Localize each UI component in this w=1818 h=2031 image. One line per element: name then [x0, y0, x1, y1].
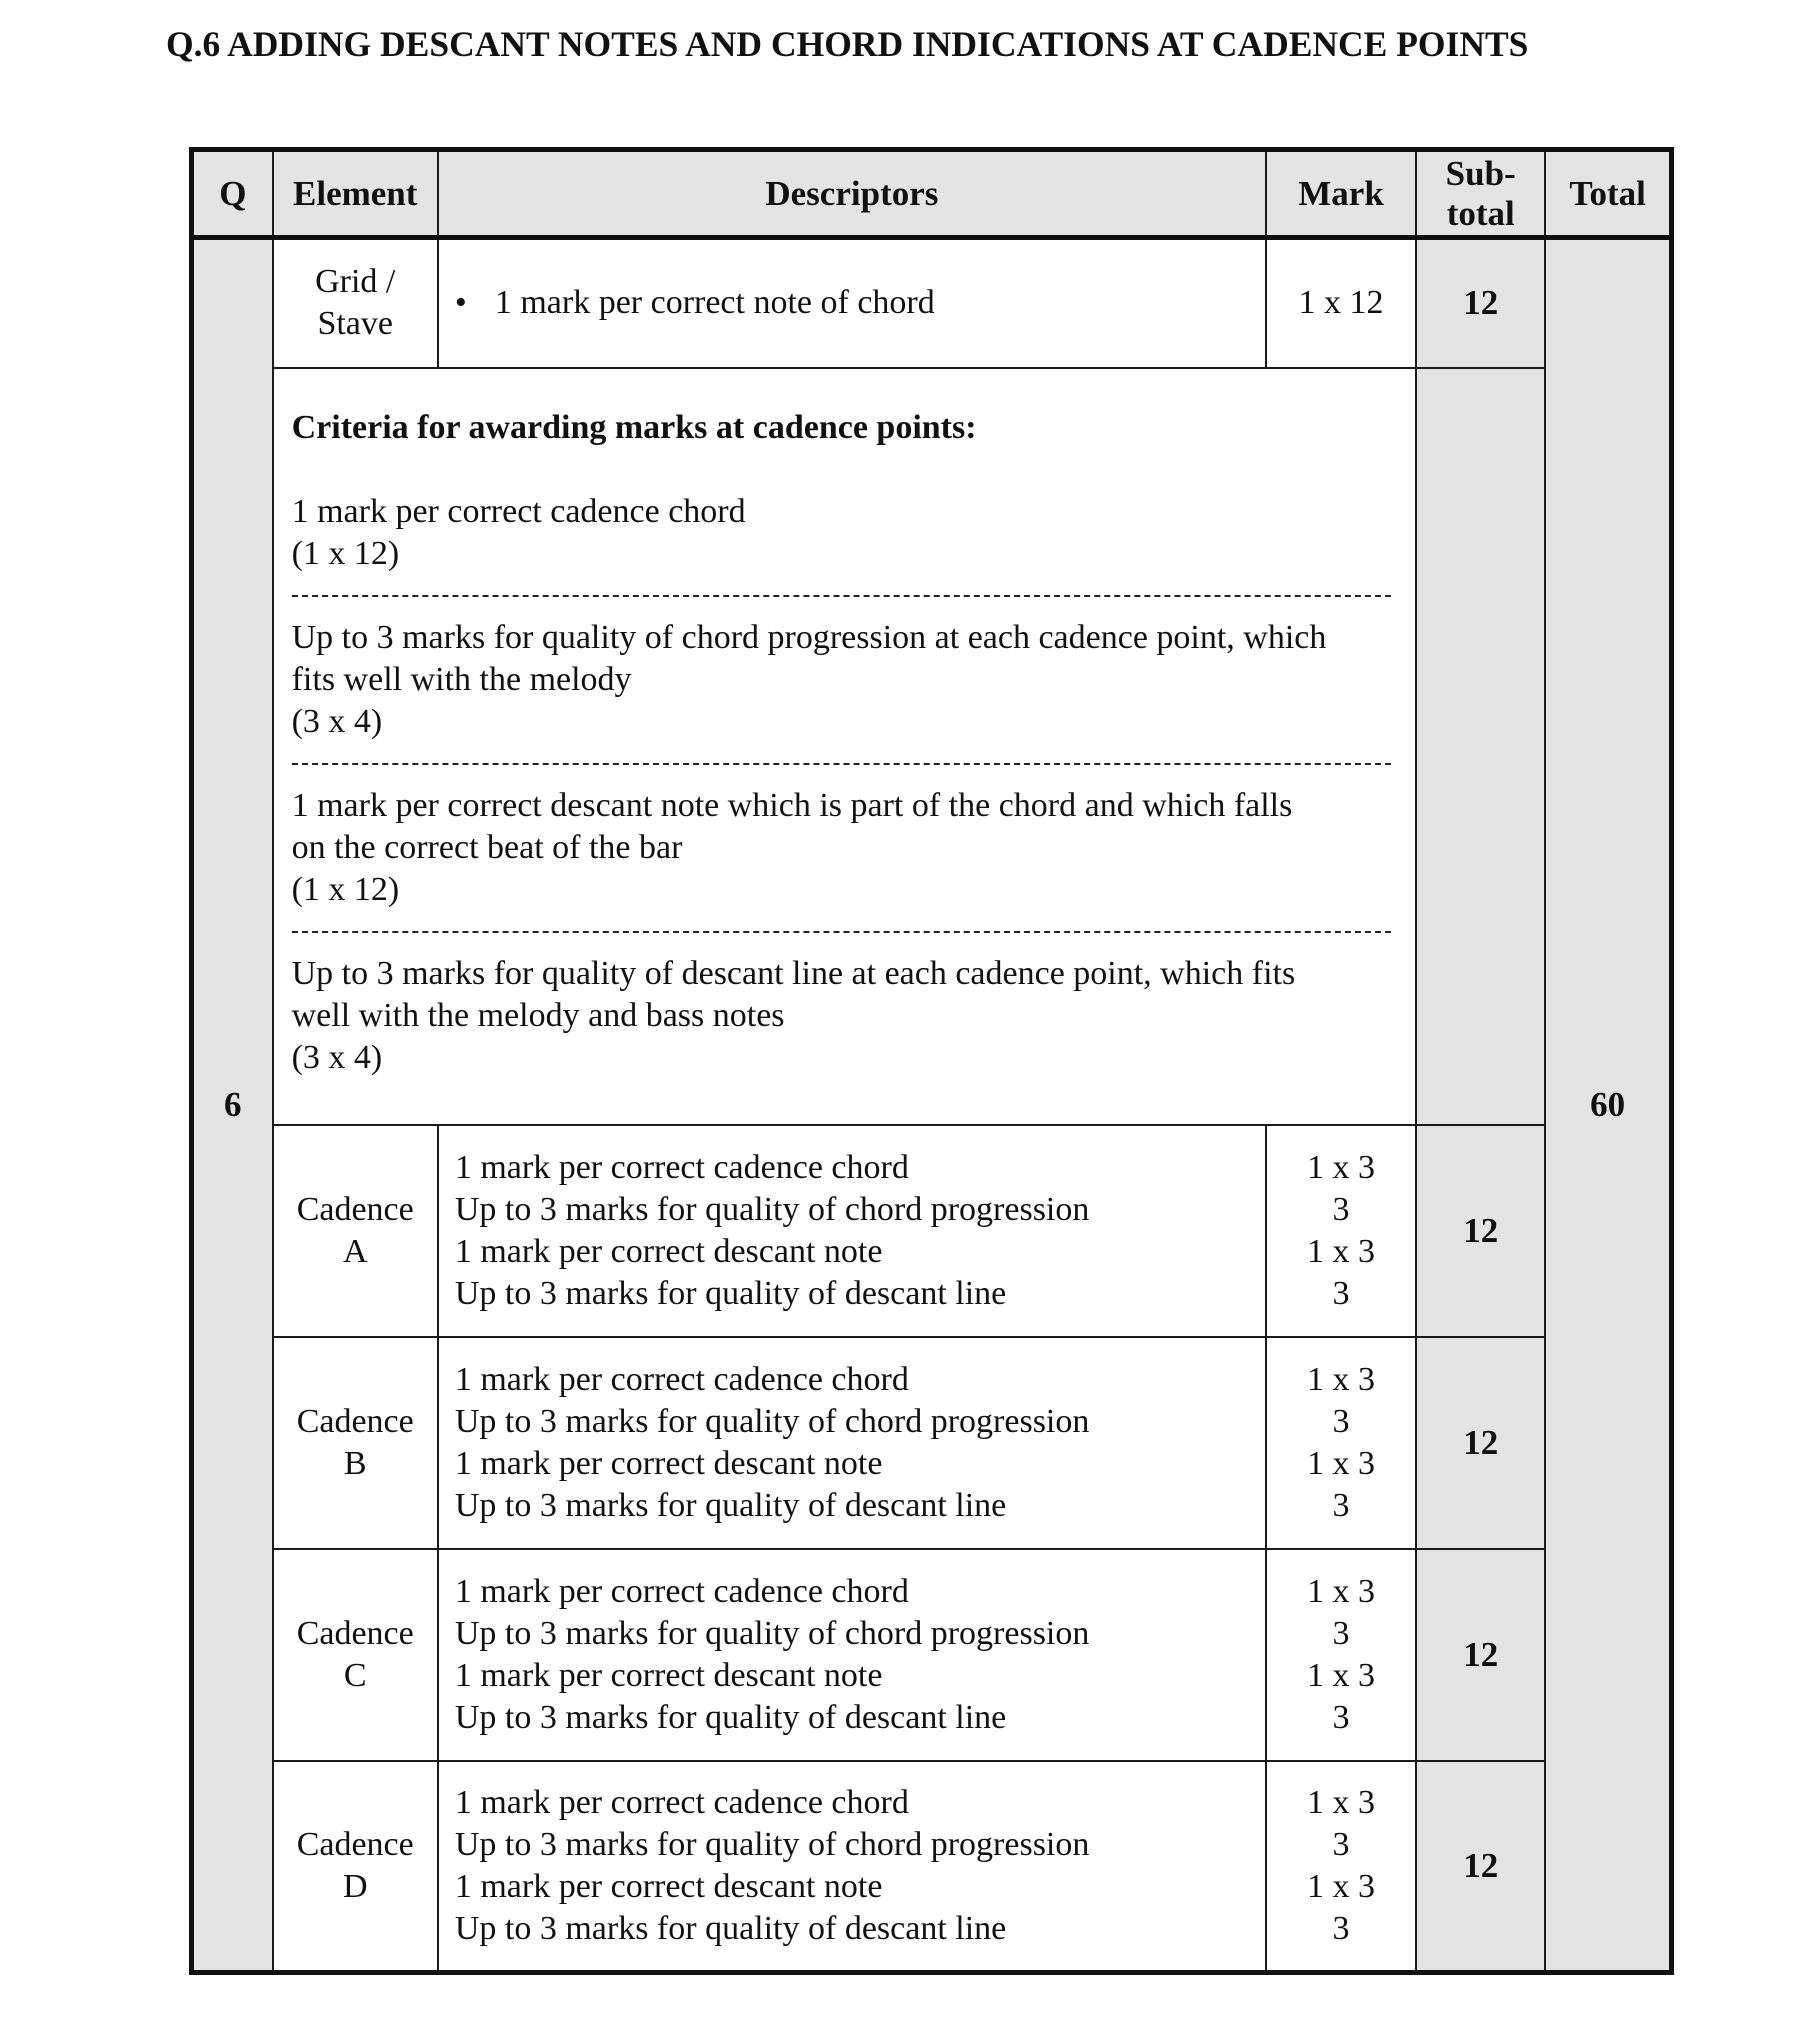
mark-line: 3 [1332, 1274, 1350, 1312]
cadence-c-descriptors [438, 1549, 1266, 1761]
grid-stave-subtotal: 12 [1416, 238, 1545, 368]
grid-stave-descriptor [455, 282, 1265, 324]
criteria-cell [273, 368, 1417, 1125]
criteria-block-1 [292, 491, 1396, 575]
cadence-c-subtotal: 12 [1416, 1549, 1545, 1761]
cadence-letter: A [342, 1232, 368, 1270]
descriptor-line: 1 mark per correct descant note [454, 1232, 883, 1270]
criteria-line: Up to 3 marks for quality of chord progression at each cadence point, which [291, 618, 1327, 656]
descriptor-line: 1 mark per correct cadence chord [454, 1360, 909, 1398]
mark-line: 1 x 3 [1307, 1232, 1376, 1270]
criteria-block-2 [292, 617, 1396, 743]
header-element: Element [273, 150, 438, 238]
descriptor-line: Up to 3 marks for quality of descant line [454, 1486, 1007, 1524]
descriptor-line: 1 mark per correct descant note [454, 1444, 883, 1482]
cadence-label: Cadence [296, 1614, 414, 1652]
cadence-letter: B [343, 1444, 367, 1482]
criteria-line: fits well with the melody [291, 660, 632, 698]
header-q: Q [192, 150, 273, 238]
grid-stave-row [192, 238, 1672, 368]
grid-stave-element-line1: Grid / [315, 263, 396, 301]
descriptor-line: Up to 3 marks for quality of descant line [454, 1909, 1007, 1947]
cadence-a-subtotal: 12 [1416, 1125, 1545, 1337]
mark-line: 3 [1332, 1486, 1350, 1524]
mark-line: 3 [1332, 1825, 1350, 1863]
cadence-b-element [273, 1337, 438, 1549]
cadence-d-descriptors [438, 1761, 1266, 1973]
mark-line: 3 [1332, 1698, 1350, 1736]
criteria-line: Up to 3 marks for quality of descant line at each cadence point, which fits [291, 954, 1296, 992]
marking-scheme-table [189, 147, 1674, 1975]
mark-line: 1 x 3 [1307, 1867, 1376, 1905]
criteria-line: (3 x 4) [291, 1038, 383, 1076]
header-mark: Mark [1266, 150, 1416, 238]
dashed-divider [292, 763, 1392, 765]
total-value: 60 [1545, 238, 1671, 1973]
dashed-divider [292, 931, 1392, 933]
bullet-icon: • [454, 284, 467, 322]
descriptor-line: Up to 3 marks for quality of chord progression [454, 1614, 1090, 1652]
descriptor-line: 1 mark per correct cadence chord [454, 1572, 909, 1610]
cadence-b-subtotal: 12 [1416, 1337, 1545, 1549]
mark-line: 3 [1332, 1909, 1350, 1947]
grid-stave-element [273, 238, 438, 368]
mark-line: 1 x 3 [1307, 1656, 1376, 1694]
header-subtotal [1416, 150, 1545, 238]
cadence-d-element [273, 1761, 438, 1973]
cadence-label: Cadence [296, 1825, 414, 1863]
cadence-a-element [273, 1125, 438, 1337]
cadence-d-marks [1266, 1761, 1416, 1973]
mark-line: 1 x 3 [1307, 1444, 1376, 1482]
cadence-d-subtotal: 12 [1416, 1761, 1545, 1973]
criteria-heading: Criteria for awarding marks at cadence points: [291, 408, 977, 446]
criteria-row [192, 368, 1672, 1125]
question-number: 6 [192, 238, 273, 1973]
header-descriptors: Descriptors [438, 150, 1266, 238]
descriptor-line: 1 mark per correct cadence chord [454, 1148, 909, 1186]
mark-line: 1 x 3 [1307, 1783, 1376, 1821]
criteria-line: (3 x 4) [291, 702, 383, 740]
mark-line: 1 x 3 [1307, 1148, 1376, 1186]
cadence-c-marks [1266, 1549, 1416, 1761]
grid-stave-mark: 1 x 12 [1266, 238, 1416, 368]
header-total: Total [1545, 150, 1671, 238]
descriptor-line: Up to 3 marks for quality of descant line [454, 1274, 1007, 1312]
cadence-b-descriptors [438, 1337, 1266, 1549]
descriptor-line: 1 mark per correct cadence chord [454, 1783, 909, 1821]
cadence-row-d [192, 1761, 1672, 1973]
cadence-row-c [192, 1549, 1672, 1761]
criteria-line: (1 x 12) [291, 534, 400, 572]
mark-line: 3 [1332, 1402, 1350, 1440]
cadence-label: Cadence [296, 1190, 414, 1228]
mark-line: 3 [1332, 1614, 1350, 1652]
cadence-letter: C [343, 1656, 367, 1694]
criteria-line: on the correct beat of the bar [291, 828, 683, 866]
criteria-line: well with the melody and bass notes [291, 996, 785, 1034]
cadence-a-descriptors [438, 1125, 1266, 1337]
cadence-b-marks [1266, 1337, 1416, 1549]
criteria-line: (1 x 12) [291, 870, 400, 908]
descriptor-line: Up to 3 marks for quality of descant line [454, 1698, 1007, 1736]
criteria-block-4 [292, 953, 1396, 1079]
grid-stave-descriptor-cell [438, 238, 1266, 368]
criteria-subtotal-empty [1416, 368, 1545, 1125]
cadence-a-marks [1266, 1125, 1416, 1337]
criteria-block-3 [292, 785, 1396, 911]
header-subtotal-line1: Sub- [1445, 153, 1516, 193]
dashed-divider [292, 595, 1392, 597]
page-title: Q.6 ADDING DESCANT NOTES AND CHORD INDICATIONS AT CADENCE POINTS [166, 24, 1529, 64]
criteria-line: 1 mark per correct cadence chord [291, 492, 746, 530]
cadence-letter: D [342, 1867, 368, 1905]
descriptor-line: Up to 3 marks for quality of chord progression [454, 1825, 1090, 1863]
grid-stave-descriptor-text: 1 mark per correct note of chord [494, 284, 935, 322]
cadence-row-a [192, 1125, 1672, 1337]
descriptor-line: 1 mark per correct descant note [454, 1656, 883, 1694]
mark-line: 1 x 3 [1307, 1572, 1376, 1610]
cadence-label: Cadence [296, 1402, 414, 1440]
cadence-c-element [273, 1549, 438, 1761]
mark-line: 3 [1332, 1190, 1350, 1228]
cadence-row-b [192, 1337, 1672, 1549]
descriptor-line: 1 mark per correct descant note [454, 1867, 883, 1905]
header-row [192, 150, 1672, 238]
grid-stave-element-line2: Stave [317, 305, 393, 343]
criteria-line: 1 mark per correct descant note which is part of the chord and which falls [291, 786, 1293, 824]
descriptor-line: Up to 3 marks for quality of chord progression [454, 1402, 1090, 1440]
descriptor-line: Up to 3 marks for quality of chord progression [454, 1190, 1090, 1228]
mark-line: 1 x 3 [1307, 1360, 1376, 1398]
header-subtotal-line2: total [1446, 193, 1515, 233]
